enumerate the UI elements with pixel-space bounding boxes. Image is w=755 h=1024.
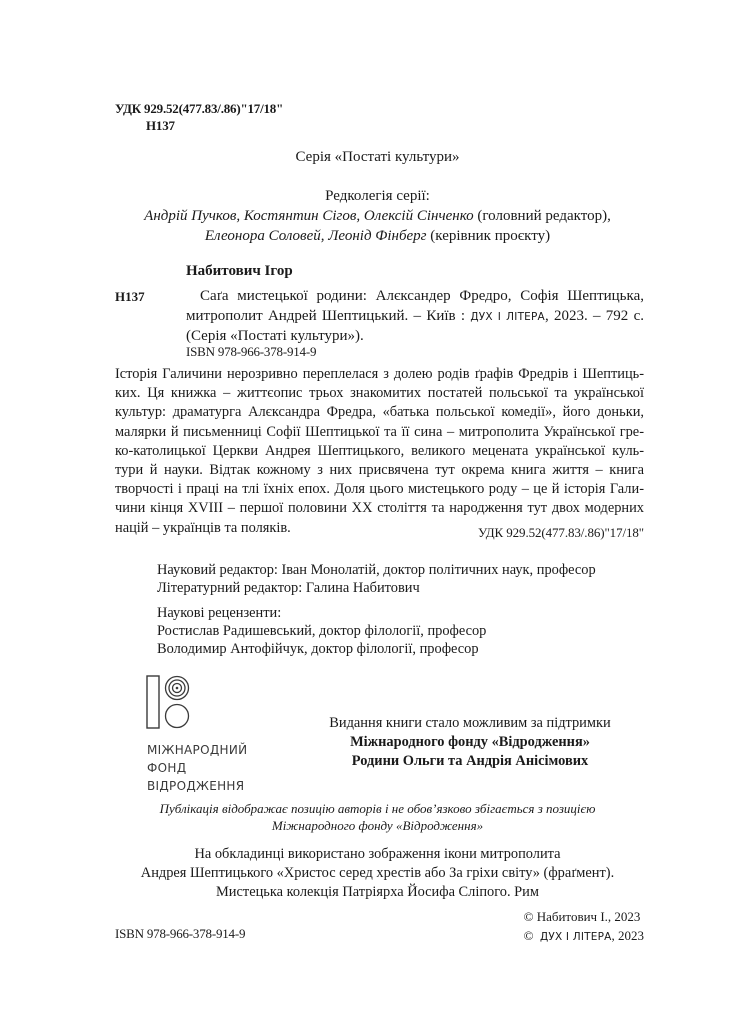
bib-line-1: Саґа мистецької родини: Алєксандер Фредро, Софія Шептицька, bbox=[200, 288, 644, 304]
logo-text-line: МІЖНАРОДНИЙ bbox=[147, 743, 248, 757]
series-title: Серія «Постаті культури» bbox=[295, 149, 460, 165]
literary-editor: Літературний редактор: Галина Набитович bbox=[157, 580, 420, 596]
support-foundation: Міжнародного фонду «Відродження» bbox=[350, 734, 590, 750]
bib-line-2 bbox=[186, 307, 644, 328]
board-names-1: Андрій Пучков, Костянтин Сігов, Олексій Сінченко bbox=[144, 208, 474, 224]
abstract-line: націй – українців та поляків. bbox=[115, 519, 291, 536]
copyright-symbol: © bbox=[523, 928, 540, 943]
bib-line-3: (Серія «Постаті культури»). bbox=[186, 328, 364, 344]
bib-line-2-tail: , 2023. – 792 с. bbox=[544, 307, 644, 324]
record-author: Набитович Ігор bbox=[186, 263, 293, 279]
disclaimer-line: Міжнародного фонду «Відродження» bbox=[271, 818, 484, 833]
abstract-line: культур: драматурга Алєксандра Фредра, «батька польської комедії», його доньки, bbox=[115, 404, 644, 421]
abstract-line: ких. Ця книжка – життєопис трьох знакомитих постатей польської та української bbox=[115, 385, 644, 402]
cover-note bbox=[0, 845, 755, 902]
bib-line-2-text: митрополит Андрей Шептицький. – Київ : bbox=[186, 307, 471, 324]
copyright bbox=[524, 907, 644, 947]
support-family: Родини Ольги та Андрія Анісімових bbox=[351, 753, 589, 769]
editorial-board-heading: Редколегія серії: bbox=[325, 188, 430, 204]
abstract-udk: УДК 929.52(477.83/.86)"17/18" bbox=[477, 525, 644, 540]
logo-text-line: ВІДРОДЖЕННЯ bbox=[147, 779, 245, 793]
abstract-line: чини кінця XVIII – першої половини XX століття та народження тут двох модерних bbox=[115, 500, 644, 517]
foundation-logo-text bbox=[147, 741, 247, 795]
board-role-1: (головний редактор), bbox=[473, 208, 611, 224]
foundation-logo-icon bbox=[146, 675, 256, 734]
support-note bbox=[290, 714, 650, 771]
footer-isbn: ISBN 978-966-378-914-9 bbox=[115, 926, 246, 941]
cover-line: Андрея Шептицького «Христос серед хрестів або За гріхи світу» (фраґмент). bbox=[140, 865, 615, 881]
board-names-2: Елеонора Соловей, Леонід Фінберг bbox=[204, 228, 427, 244]
abstract-line: тури й науки. Відтак кожному з них присвячена тут окрема книга життя – книга bbox=[115, 462, 644, 479]
logo-text-line: ФОНД bbox=[147, 761, 187, 775]
board-role-2: (керівник проєкту) bbox=[426, 228, 551, 244]
abstract-line: творчості і праці на тлі їхніх епох. Доля цього мистецького роду – це й історія Гали- bbox=[115, 481, 644, 498]
publisher-name: ДУХ І ЛІТЕРА bbox=[470, 310, 545, 323]
editors bbox=[157, 561, 596, 597]
abstract-line: ко-католицької Церкви Андрея Шептицького, великого мецената української куль- bbox=[115, 442, 644, 459]
reviewers bbox=[157, 604, 486, 658]
copyright-publisher bbox=[524, 926, 644, 947]
publisher-name: ДУХ І ЛІТЕРА bbox=[539, 931, 612, 943]
author-mark: Н137 bbox=[146, 118, 175, 133]
bibliographic-description bbox=[186, 287, 644, 347]
abstract-line: Історія Галичини нерозривно переплелася з долею родів ґрафів Фредрів і Шептиць- bbox=[115, 366, 644, 382]
abstract bbox=[115, 365, 644, 538]
disclaimer-line: Публікація відображає позицію авторів і не обов’язково збігається з позицією bbox=[159, 801, 596, 816]
cover-line: Мистецька колекція Патріярха Йосифа Сліпого. Рим bbox=[216, 884, 539, 900]
editorial-board-line-1 bbox=[0, 206, 755, 226]
disclaimer bbox=[0, 800, 755, 834]
reviewers-heading: Наукові рецензенти: bbox=[157, 605, 282, 621]
editorial-board bbox=[0, 186, 755, 246]
support-line: Видання книги стало можливим за підтримки bbox=[329, 715, 611, 731]
udk-code: УДК 929.52(477.83/.86)"17/18" bbox=[115, 101, 284, 116]
udk-header bbox=[115, 100, 283, 134]
copyright-year: , 2023 bbox=[611, 928, 644, 943]
record-isbn: ISBN 978-966-378-914-9 bbox=[186, 344, 317, 359]
reviewer: Володимир Антофійчук, доктор філології, професор bbox=[157, 641, 479, 657]
abstract-line: малярки й письменниці Софії Шептицької та її сина – митрополита Української гре- bbox=[115, 423, 644, 440]
record-author-mark: Н137 bbox=[115, 289, 145, 304]
scientific-editor: Науковий редактор: Іван Монолатій, доктор політичних наук, професор bbox=[157, 562, 596, 578]
cover-line: На обкладинці використано зображення ікони митрополита bbox=[194, 846, 561, 862]
reviewer: Ростислав Радишевський, доктор філології, професор bbox=[157, 623, 487, 639]
editorial-board-line-2 bbox=[0, 226, 755, 246]
copyright-author: © Набитович І., 2023 bbox=[523, 909, 641, 924]
